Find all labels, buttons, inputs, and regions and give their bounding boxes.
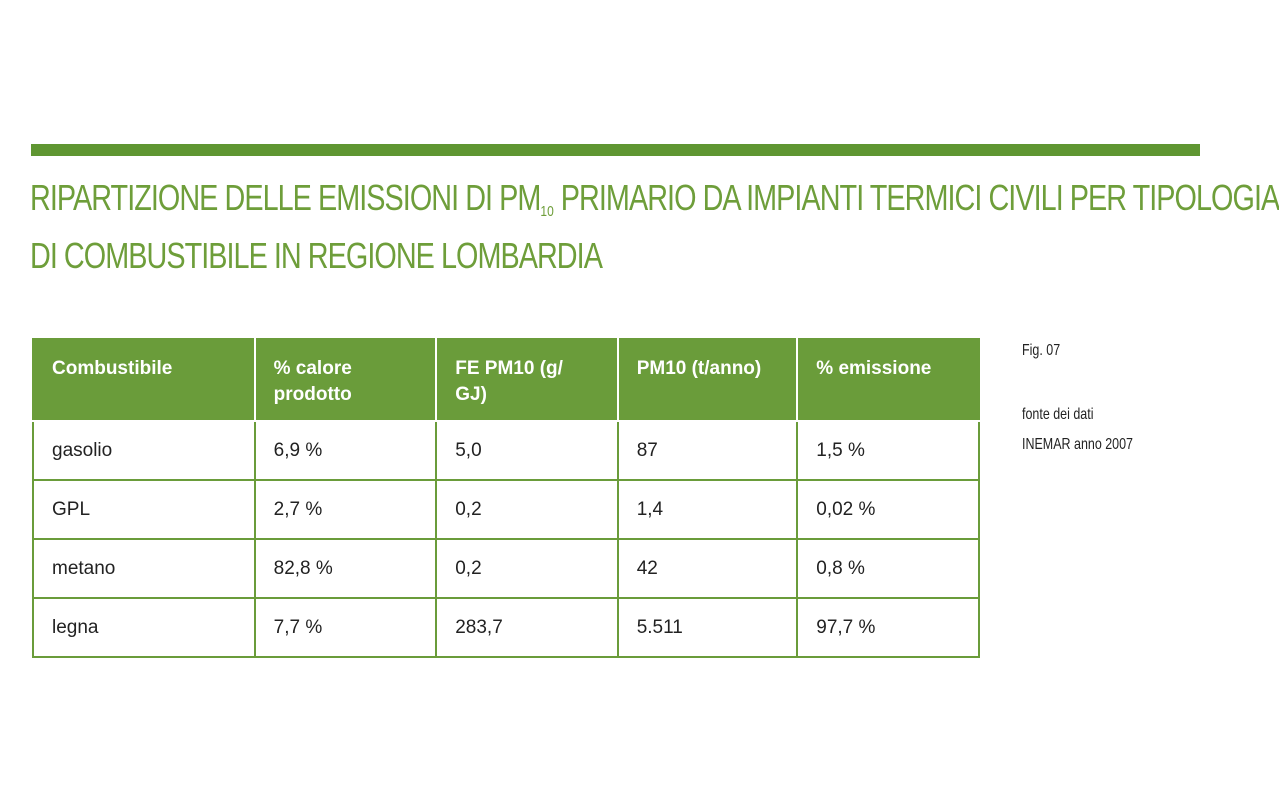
cell-emissione: 97,7 % [797,598,979,657]
cell-combustibile: metano [33,539,255,598]
cell-combustibile: GPL [33,480,255,539]
cell-pm10: 87 [618,421,798,480]
cell-combustibile: gasolio [33,421,255,480]
title-line-2: DI COMBUSTIBILE IN REGIONE LOMBARDIA [30,235,602,276]
title-subscript: 10 [540,203,554,220]
cell-combustibile: legna [33,598,255,657]
header-pm10: PM10 (t/anno) [618,339,798,421]
cell-calore: 7,7 % [255,598,437,657]
cell-emissione: 0,02 % [797,480,979,539]
top-divider-bar [31,144,1200,156]
cell-emissione: 1,5 % [797,421,979,480]
cell-calore: 82,8 % [255,539,437,598]
cell-fe: 283,7 [436,598,617,657]
table-row [33,421,979,480]
title-line-1 [30,176,1279,234]
cell-fe: 0,2 [436,480,617,539]
source-line-1: fonte dei dati [1022,406,1094,423]
page-title [30,176,1279,278]
header-emissione: % emissione [797,339,979,421]
cell-pm10: 5.511 [618,598,798,657]
header-calore-prodotto: % calore prodotto [255,339,437,421]
cell-fe: 0,2 [436,539,617,598]
figure-notes [1022,342,1133,460]
header-fe-pm10: FE PM10 (g/ GJ) [436,339,617,421]
emissions-table [32,338,980,658]
table-row [33,480,979,539]
title-text-before: RIPARTIZIONE DELLE EMISSIONI DI PM [30,177,541,218]
table-row [33,598,979,657]
cell-pm10: 42 [618,539,798,598]
cell-fe: 5,0 [436,421,617,480]
cell-emissione: 0,8 % [797,539,979,598]
figure-label: Fig. 07 [1022,342,1061,359]
table-header-row [33,339,979,421]
source-line-2: INEMAR anno 2007 [1022,436,1134,453]
table-row [33,539,979,598]
cell-calore: 2,7 % [255,480,437,539]
title-text-after: PRIMARIO DA IMPIANTI TERMICI CIVILI PER TIPOLOGIA [553,177,1279,218]
cell-calore: 6,9 % [255,421,437,480]
header-combustibile: Combustibile [33,339,255,421]
cell-pm10: 1,4 [618,480,798,539]
